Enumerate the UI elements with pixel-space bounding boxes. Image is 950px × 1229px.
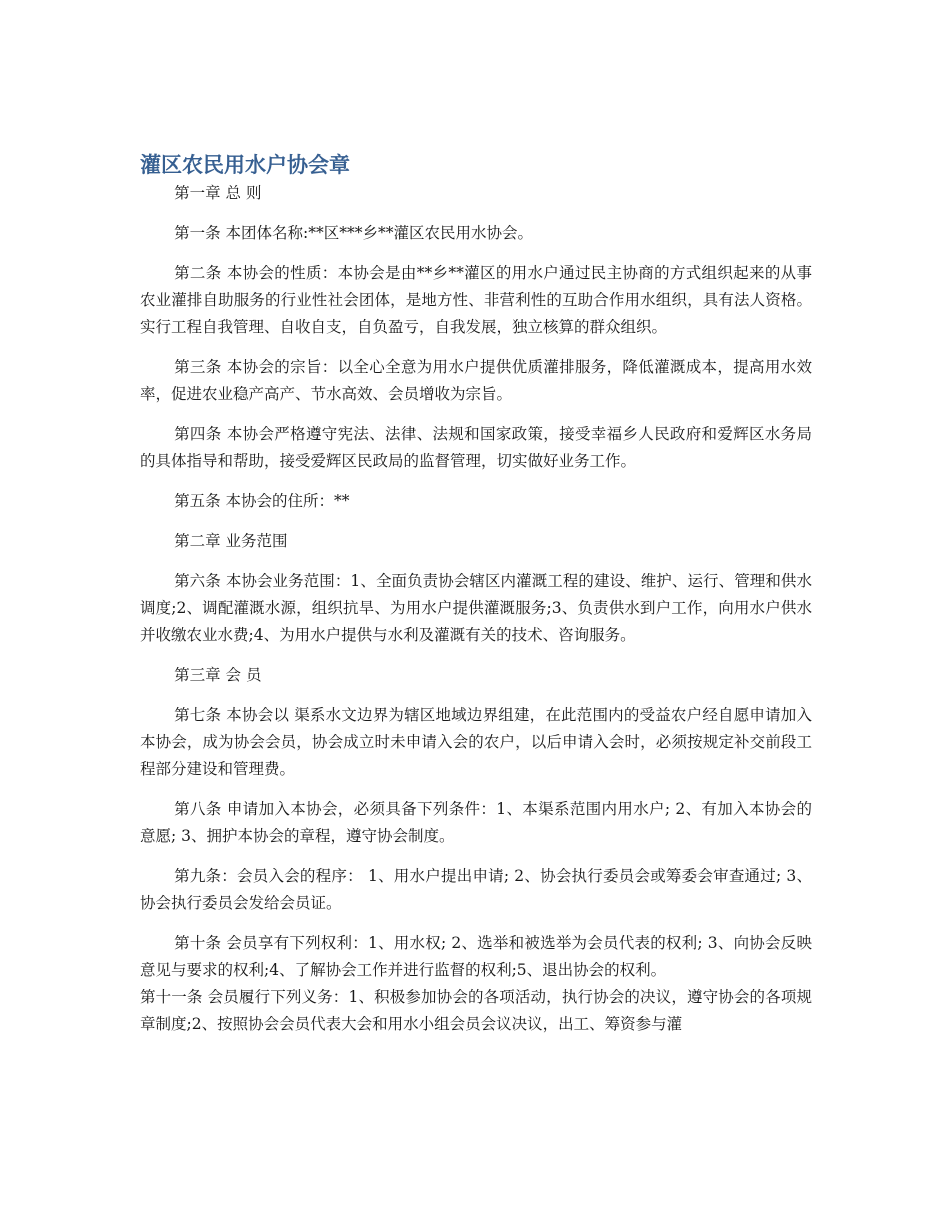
chapter-1-heading: 第一章 总 则	[174, 184, 262, 202]
article-8: 第八条 申请加入本协会，必须具备下列条件：1、本渠系范围内用水户; 2、有加入本协会的意愿; 3、拥护本协会的章程，遵守协会制度。	[140, 800, 812, 845]
article-9: 第九条：会员入会的程序： 1、用水户提出申请; 2、协会执行委员会或筹委会审查通过; 3、协会执行委员会发给会员证。	[140, 867, 812, 912]
document-body	[140, 180, 812, 1051]
chapter-2-heading: 第二章 业务范围	[174, 532, 288, 550]
article-11: 第十一条 会员履行下列义务：1、积极参加协会的各项活动，执行协会的决议，遵守协会的各项规章制度;2、按照协会会员代表大会和用水小组会员会议决议，出工、筹资参与灌	[140, 988, 812, 1033]
article-4: 第四条 本协会严格遵守宪法、法律、法规和国家政策，接受幸福乡人民政府和爱辉区水务局的具体指导和帮助，接受爱辉区民政局的监督管理，切实做好业务工作。	[140, 425, 812, 470]
document-title: 灌区农民用水户协会章	[140, 153, 350, 177]
article-3: 第三条 本协会的宗旨：以全心全意为用水户提供优质灌排服务，降低灌溉成本，提高用水效率，促进农业稳产高产、节水高效、会员增收为宗旨。	[140, 358, 812, 403]
article-10: 第十条 会员享有下列权利：1、用水权; 2、选举和被选举为会员代表的权利; 3、向协会反映意见与要求的权利;4、了解协会工作并进行监督的权利;5、退出协会的权利。	[140, 934, 812, 979]
article-2: 第二条 本协会的性质：本协会是由**乡**灌区的用水户通过民主协商的方式组织起来的从事农业灌排自助服务的行业性社会团体，是地方性、非营利性的互助合作用水组织，具有法人资格。实行工程自我管理、自收自支，自负盈亏，自我发展，独立核算的群众组织。	[140, 264, 812, 336]
article-5: 第五条 本协会的住所：**	[174, 492, 350, 510]
article-6: 第六条 本协会业务范围：1、全面负责协会辖区内灌溉工程的建设、维护、运行、管理和供水调度;2、调配灌溉水源，组织抗旱、为用水户提供灌溉服务;3、负责供水到户工作，向用水户供水并收缴农业水费;4、为用水户提供与水利及灌溉有关的技术、咨询服务。	[140, 572, 812, 644]
article-7: 第七条 本协会以 渠系水文边界为辖区地域边界组建，在此范围内的受益农户经自愿申请加入本协会，成为协会会员，协会成立时未申请入会的农户，以后申请入会时，必须按规定补交前段工程部分建设和管理费。	[140, 706, 812, 778]
article-1: 第一条 本团体名称:**区***乡**灌区农民用水协会。	[174, 224, 533, 242]
chapter-3-heading: 第三章 会 员	[174, 666, 262, 684]
